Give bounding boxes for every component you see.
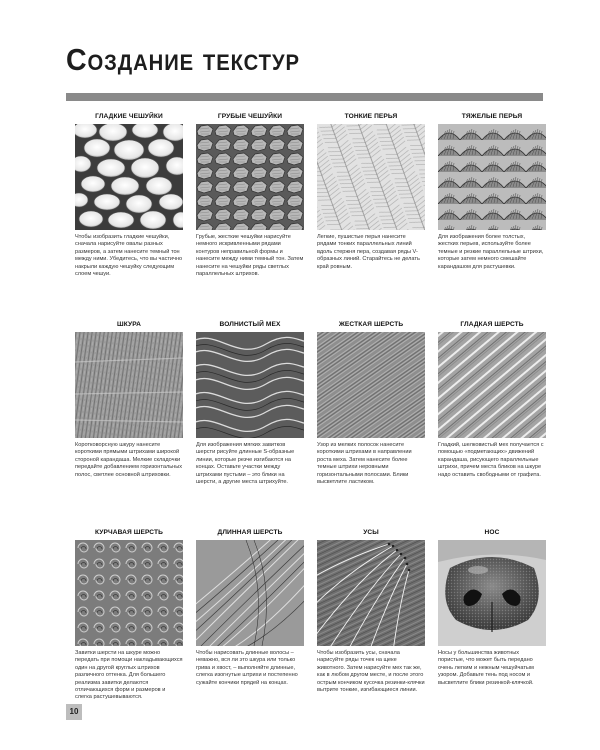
page-title: Создание текстур bbox=[66, 42, 300, 77]
texture-cell-smooth-fur bbox=[438, 318, 546, 526]
texture-description: Гладкий, шелковистый мех получается с помощью «подметающих» движений карандаша, рисующего параллельные штрихи, причем места бликов на шкуре надо оставить свободными от графита. bbox=[438, 442, 544, 478]
texture-title: ЖЕСТКАЯ ШЕРСТЬ bbox=[338, 321, 404, 328]
rough-scales-drawing bbox=[196, 124, 304, 230]
whiskers-drawing bbox=[317, 540, 425, 646]
coarse-fur-drawing bbox=[317, 332, 425, 438]
texture-description: Грубые, жесткие чешуйки нарисуйте немного искривленными рядами контуров неправильной формы и нанесите между ними темный тон. Затем нанесите на чешуйки ряды светлых параллельных штрихов. bbox=[196, 234, 304, 278]
texture-description: Для изображения мягких завитков шерсти рисуйте длинные S-образные линии, которые резче изгибаются на концах. Оставьте участки между штрихами пустыми – это блики на шерсти, а другие места штрихуйте. bbox=[196, 442, 295, 486]
texture-title: ДЛИННАЯ ШЕРСТЬ bbox=[217, 529, 283, 536]
texture-title: ТОНКИЕ ПЕРЬЯ bbox=[344, 113, 398, 120]
texture-title: ГРУБЫЕ ЧЕШУЙКИ bbox=[217, 113, 283, 120]
texture-cell-wavy-fur bbox=[196, 318, 304, 526]
texture-title: ГЛАДКАЯ ШЕРСТЬ bbox=[460, 321, 524, 328]
texture-cell-whiskers bbox=[317, 526, 425, 734]
texture-cell-nose bbox=[438, 526, 546, 734]
texture-title: ГЛАДКИЕ ЧЕШУЙКИ bbox=[95, 113, 163, 120]
page-number: 10 bbox=[66, 704, 82, 720]
texture-description: Чтобы нарисовать длинные волосы – неважно, вся ли это шкура или только грива и хвост, – выполняйте длинные, слегка изогнутые штрихи и постепенно сужайте кончики прядей на концах. bbox=[196, 650, 298, 686]
texture-description: Узор из мелких полосок нанесите короткими штрихами в направлении роста меха. Затем нанесите более темные штрихи неровными горизонтальными полосами. Блики высветлите ластиком. bbox=[317, 442, 412, 486]
long-fur-drawing bbox=[196, 540, 304, 646]
texture-title: УСЫ bbox=[363, 529, 379, 536]
curly-fur-drawing bbox=[75, 540, 183, 646]
nose-drawing bbox=[438, 540, 546, 646]
texture-grid bbox=[75, 110, 550, 734]
texture-cell-curly-fur bbox=[75, 526, 183, 734]
texture-cell-long-fur bbox=[196, 526, 304, 734]
texture-cell-hide bbox=[75, 318, 183, 526]
hide-drawing bbox=[75, 332, 183, 438]
texture-title: ТЯЖЕЛЫЕ ПЕРЬЯ bbox=[461, 113, 523, 120]
wavy-fur-drawing bbox=[196, 332, 304, 438]
smooth-fur-drawing bbox=[438, 332, 546, 438]
texture-title: ВОЛНИСТЫЙ МЕХ bbox=[219, 321, 281, 328]
texture-cell-heavy-feathers bbox=[438, 110, 546, 318]
texture-description: Для изображения более толстых, жестких перьев, используйте более темные и резкие параллельные штрихи, которые затем немного смешайте карандашом для растушевки. bbox=[438, 234, 544, 270]
smooth-scales-drawing bbox=[75, 124, 183, 230]
texture-cell-coarse-fur bbox=[317, 318, 425, 526]
texture-description: Чтобы изобразить гладкие чешуйки, сначала нарисуйте овалы разных размеров, а затем нанесите темный тон между ними. Убедитесь, что вы частично накрыли каждую чешуйку следующим слоем чешуи. bbox=[75, 234, 183, 278]
heavy-feathers-drawing bbox=[438, 124, 546, 230]
texture-cell-smooth-scales bbox=[75, 110, 183, 318]
texture-description: Чтобы изобразить усы, сначала нарисуйте ряды точек на щеке животного. Затем нарисуйте мех так же, как в любом другом месте, и после этого острым кончиком кусочка резинки-клячки вытрите тонкие, изгибающиеся линии. bbox=[317, 650, 425, 694]
texture-title: КУРЧАВАЯ ШЕРСТЬ bbox=[95, 529, 163, 536]
title-rule bbox=[66, 93, 543, 101]
texture-description: Коротковорсную шкуру нанесите короткими прямыми штрихами широкой стороной карандаша. Мелкие складочки передайте добавлением горизонтальных полос, светлее основной штриховки. bbox=[75, 442, 183, 478]
texture-title: НОС bbox=[484, 529, 500, 536]
texture-title: ШКУРА bbox=[117, 321, 141, 328]
texture-description: Носы у большинства животных пористые, что может быть передано очень легким и нежным чешуйчатым узором. Добавьте тень под носом и высветлите блики резинкой-клячкой. bbox=[438, 650, 534, 686]
texture-cell-rough-scales bbox=[196, 110, 304, 318]
texture-description: Легкие, пушистые перья нанесите рядами тонких параллельных линий вдоль стержня пера, создавая ряды V-образных линий. Старайтесь не делать край ровным. bbox=[317, 234, 420, 270]
texture-description: Завитки шерсти на шкуре можно передать при помощи накладывающихся один на другой круглых штрихов различного оттенка. Для большего реализма завитки делаются отличающихся форм и размеров и слегка растушевываются. bbox=[75, 650, 183, 701]
fine-feathers-drawing bbox=[317, 124, 425, 230]
texture-cell-fine-feathers bbox=[317, 110, 425, 318]
